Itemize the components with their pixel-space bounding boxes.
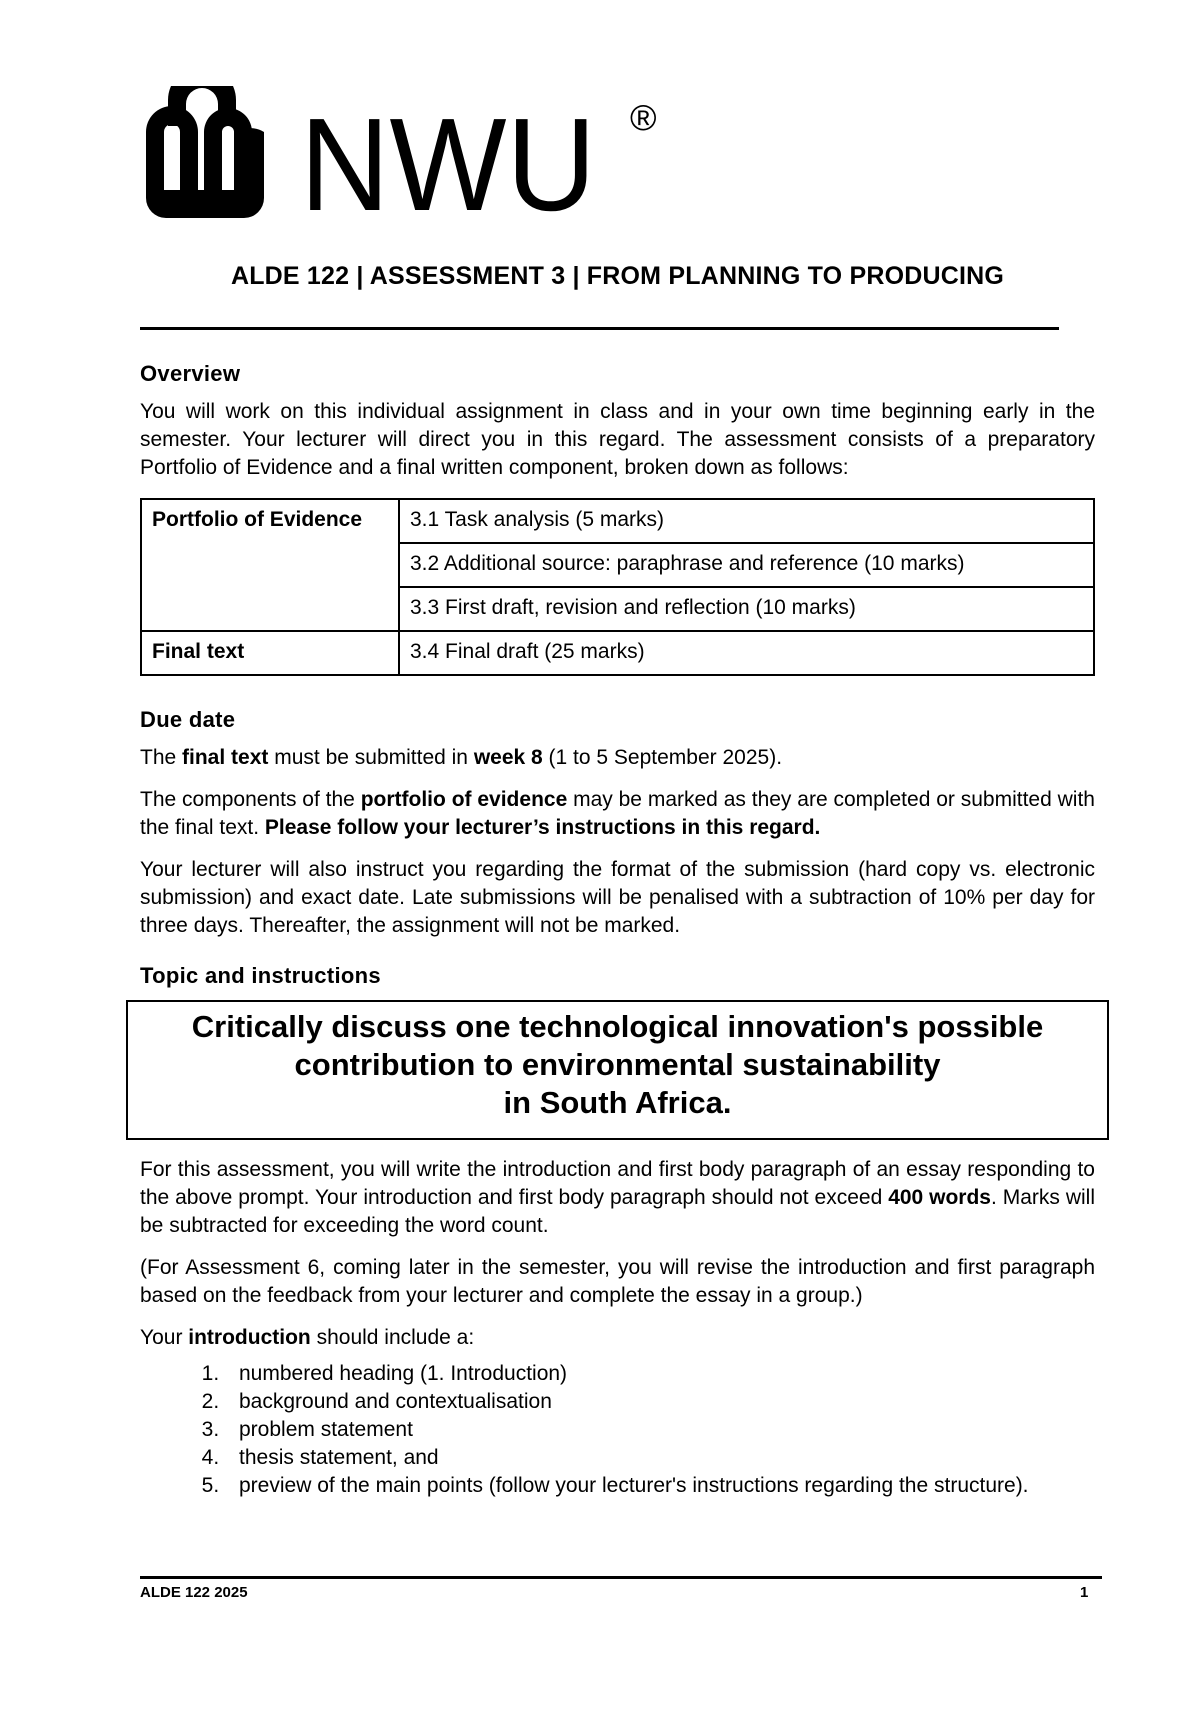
nwu-logo: [138, 86, 678, 222]
text-run-bold: week 8: [473, 746, 543, 769]
document-body: [140, 360, 1095, 1500]
due-date-paragraph: [140, 744, 1095, 772]
text-run: may be marked as they are completed or submitted with the final text.: [140, 788, 1095, 839]
nwu-emblem-icon: [138, 86, 678, 222]
page-number: 1: [1080, 1584, 1089, 1601]
table-row: [141, 631, 1094, 675]
due-date-heading: Due date: [140, 707, 236, 732]
text-run-bold: final text: [182, 746, 269, 769]
text-run-bold: introduction: [188, 1326, 311, 1349]
text-run: The: [140, 746, 183, 769]
assessment-scope-paragraph: [140, 1156, 1095, 1240]
submission-format-paragraph: Your lecturer will also instruct you regarding the format of the submission (hard copy vs. electronic submission) and exact date. Late submissions will be penalised with a subtraction of 10% per day for three days. Thereafter, the assignment will not be marked.: [140, 858, 1095, 937]
portfolio-label: Portfolio of Evidence: [141, 499, 399, 631]
registered-mark: ®: [630, 97, 657, 138]
footer-course-label: ALDE 122 2025: [140, 1584, 248, 1601]
table-cell: 3.2 Additional source: paraphrase and reference (10 marks): [399, 543, 1094, 587]
list-item: 4. thesis statement, and: [225, 1444, 1095, 1472]
text-run: should include a:: [310, 1326, 475, 1349]
list-item: 5. preview of the main points (follow your lecturer's instructions regarding the structure).: [225, 1472, 1095, 1500]
essay-prompt-box: [126, 1000, 1109, 1140]
text-run-bold: Please follow your lecturer’s instructions in this regard.: [264, 816, 821, 839]
text-run: For this assessment, you will write the introduction and first body paragraph of an essay responding to the above prompt. Your introduction and first body paragraph should not exceed: [140, 1158, 1095, 1209]
list-item: 2. background and contextualisation: [225, 1388, 1095, 1416]
table-cell: 3.1 Task analysis (5 marks): [399, 499, 1094, 543]
marks-table: [140, 498, 1095, 676]
introduction-checklist: [140, 1360, 1095, 1500]
text-run: must be submitted in: [268, 746, 474, 769]
overview-paragraph: You will work on this individual assignment in class and in your own time beginning early in the semester. Your lecturer will direct you in this regard. The assessment consists of a preparatory Portfolio of Evidence and a final written component, broken down as follows:: [140, 400, 1095, 479]
list-item: 1. numbered heading (1. Introduction): [225, 1360, 1095, 1388]
text-run: . Marks will be subtracted for exceeding the word count.: [140, 1186, 1095, 1237]
final-text-label: Final text: [141, 631, 399, 675]
overview-heading: Overview: [140, 361, 241, 386]
text-run: (1 to 5 September 2025).: [542, 746, 783, 769]
document-title: ALDE 122 | ASSESSMENT 3 | FROM PLANNING TO PRODUCING: [230, 262, 1005, 290]
introduction-requirements: [140, 1324, 1095, 1352]
table-row: [141, 499, 1094, 543]
title-divider: [140, 327, 1059, 330]
topic-heading: Topic and instructions: [140, 963, 381, 988]
table-cell: 3.4 Final draft (25 marks): [399, 631, 1094, 675]
prompt-line: in South Africa.: [503, 1085, 732, 1120]
table-cell: 3.3 First draft, revision and reflection (10 marks): [399, 587, 1094, 631]
text-run-bold: portfolio of evidence: [360, 788, 568, 811]
assessment-6-note: (For Assessment 6, coming later in the semester, you will revise the introduction and first paragraph based on the feedback from your lecturer and complete the essay in a group.): [140, 1256, 1095, 1307]
portfolio-marking-paragraph: [140, 786, 1095, 842]
prompt-line: Critically discuss one technological innovation's possible: [191, 1009, 1044, 1044]
footer-divider: [140, 1576, 1102, 1579]
logo-wordmark: NWU: [300, 91, 596, 222]
prompt-line: contribution to environmental sustainability: [294, 1047, 941, 1082]
text-run: Your: [140, 1326, 189, 1349]
list-item: 3. problem statement: [225, 1416, 1095, 1444]
text-run-bold: 400 words: [888, 1186, 991, 1209]
text-run: The components of the: [140, 788, 361, 811]
